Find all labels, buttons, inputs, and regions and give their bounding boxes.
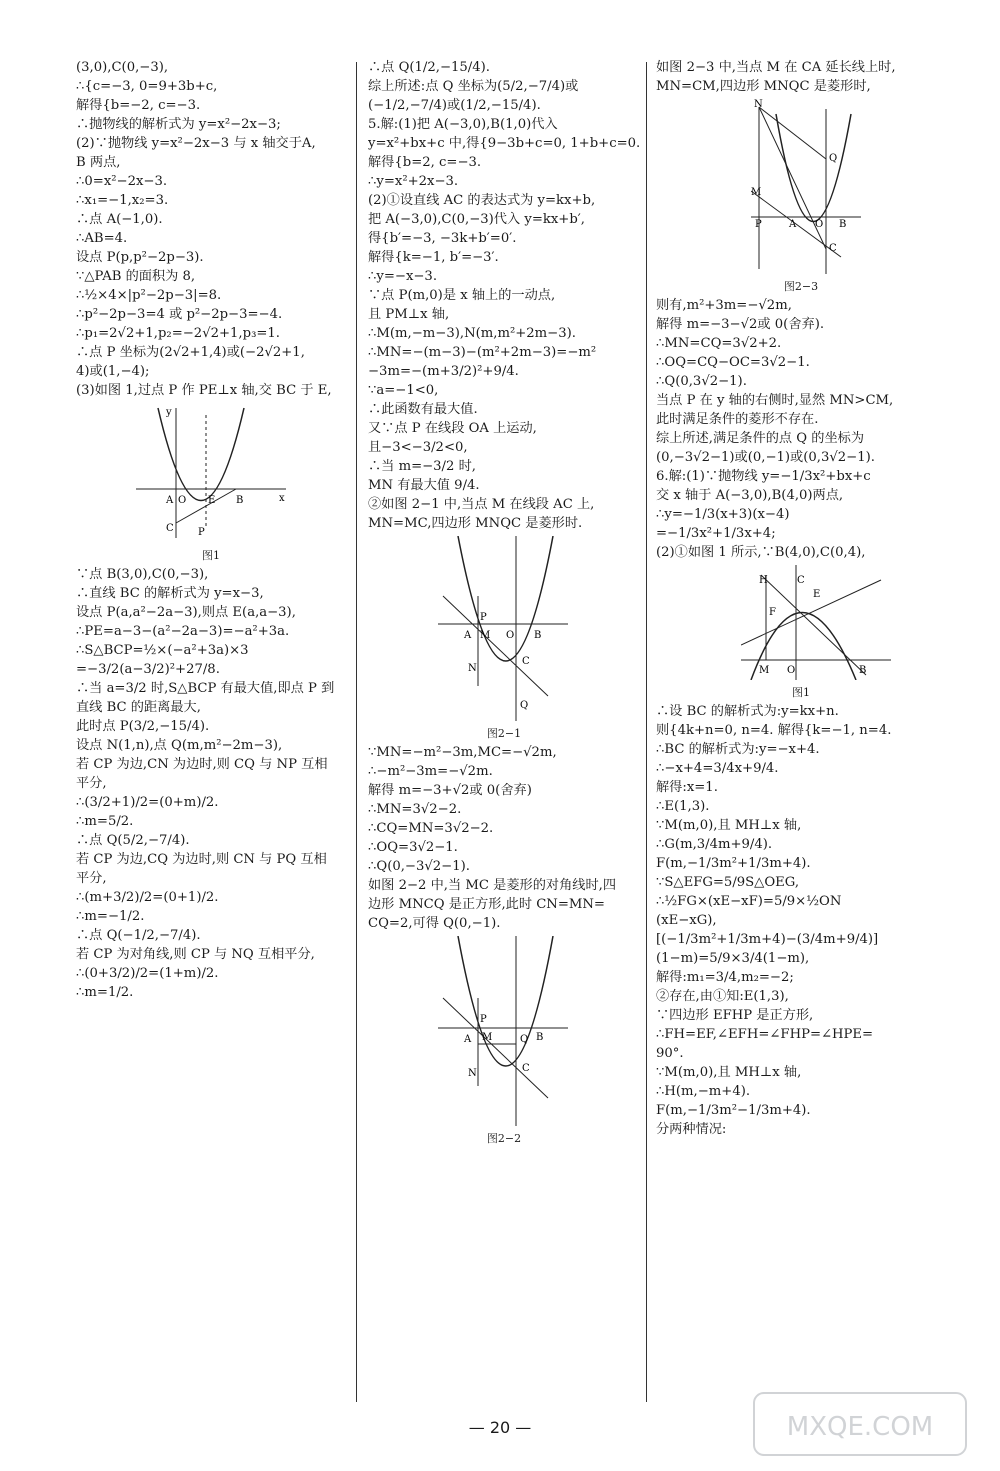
solution-line: F(m,−1/3m²−1/3m+4).: [656, 1103, 811, 1118]
solution-line: 综上所述:点 Q 坐标为(5/2,−7/4)或: [368, 79, 579, 94]
point-label-c: C: [166, 523, 174, 534]
solution-line: ∴Q(0,−3√2−1).: [368, 859, 470, 874]
solution-line: =−1/3x²+1/3x+4;: [656, 526, 776, 541]
point-label-e: E: [208, 495, 216, 506]
figure-caption: 图1: [792, 686, 810, 699]
solution-line: 则{4k+n=0, n=4. 解得{k=−1, n=4.: [656, 723, 892, 738]
solution-line: ∵M(m,0),且 MH⊥x 轴,: [656, 1065, 802, 1080]
solution-line: 综上所述,满足条件的点 Q 的坐标为: [656, 431, 865, 446]
solution-line: ∴p²−2p−3=4 或 p²−2p−3=−4.: [76, 307, 283, 322]
solution-line: 又∵点 P 在线段 OA 上运动,: [368, 421, 537, 436]
solution-line: ∴AB=4.: [76, 231, 128, 246]
point-label-o: O: [815, 219, 824, 230]
solution-line: ∴m=−1/2.: [76, 909, 145, 924]
solution-line: ∵点 B(3,0),C(0,−3),: [76, 567, 209, 582]
solution-line: 90°.: [656, 1046, 684, 1061]
solution-line: ∴m=1/2.: [76, 985, 134, 1000]
solution-line: (0,−3√2−1)或(0,−1)或(0,3√2−1).: [656, 450, 875, 465]
point-label-b: B: [534, 630, 542, 641]
solution-line: ∴点 A(−1,0).: [76, 212, 163, 227]
figure-caption: 图2−3: [783, 280, 819, 293]
solution-line: ∴MN=−(m−3)−(m²+2m−3)=−m²: [368, 345, 597, 360]
solution-line: ∵点 P(m,0)是 x 轴上的一动点,: [368, 288, 556, 303]
solution-line: 直线 BC 的距离最大,: [76, 700, 201, 715]
solution-line: 设点 P(a,a²−2a−3),则点 E(a,a−3),: [76, 605, 296, 620]
solution-line: (1−m)=5/9×3/4(1−m),: [656, 951, 810, 966]
solution-line: ∴0=x²−2x−3.: [76, 174, 168, 189]
solution-line: −3m=−(m+3/2)²+9/4.: [368, 364, 519, 379]
solution-line: ∴MN=CQ=3√2+2.: [656, 336, 782, 351]
solution-line: ∵MN=−m²−3m,MC=−√2m,: [368, 745, 557, 760]
solution-line: 交 x 轴于 A(−3,0),B(4,0)两点,: [656, 488, 844, 503]
solution-line: ∴(m+3/2)/2=(0+1)/2.: [76, 890, 219, 905]
figure-2-1-parabola: [438, 536, 568, 721]
page-number: — 20 —: [468, 1418, 532, 1437]
point-label-b: B: [536, 1032, 544, 1043]
solution-line: ∴此函数有最大值.: [368, 402, 478, 417]
solution-line: (−1/2,−7/4)或(1/2,−15/4).: [368, 98, 541, 113]
solution-line: ∴当 m=−3/2 时,: [368, 459, 476, 474]
solution-line: 解得:m₁=3/4,m₂=−2;: [656, 970, 794, 985]
column-1: [76, 58, 346, 1002]
solution-line: ∴当 a=3/2 时,S△BCP 有最大值,即点 P 到: [76, 681, 335, 696]
point-label-o: O: [787, 665, 796, 676]
solution-line: MN=MC,四边形 MNQC 是菱形时.: [368, 516, 583, 531]
column-divider: [646, 62, 647, 1402]
point-label-a: A: [464, 1034, 472, 1045]
figure-2-2-parabola: [438, 936, 568, 1126]
solution-line: ∵M(m,0),且 MH⊥x 轴,: [656, 818, 802, 833]
point-label-o: O: [506, 630, 515, 641]
solution-line: y=x²+bx+c 中,得{9−3b+c=0, 1+b+c=0.: [368, 136, 640, 151]
solution-line: (3)如图 1,过点 P 作 PE⊥x 轴,交 BC 于 E,: [76, 383, 332, 398]
axis-label-y: y: [166, 407, 172, 418]
solution-line: 解得{b=2, c=−3.: [368, 155, 482, 170]
solution-line: 4)或(1,−4);: [76, 364, 150, 379]
solution-line: ∴设 BC 的解析式为:y=kx+n.: [656, 704, 839, 719]
solution-line: 解得{b=−2, c=−3.: [76, 98, 201, 113]
solution-line: ∴M(m,−m−3),N(m,m²+2m−3).: [368, 326, 576, 341]
point-label-a: A: [464, 630, 472, 641]
solution-line: ∴½FG×(xE−xF)=5/9×½ON: [656, 894, 842, 909]
solution-line: ∴抛物线的解析式为 y=x²−2x−3;: [76, 117, 281, 132]
solution-line: (2)∵抛物线 y=x²−2x−3 与 x 轴交于A,: [76, 136, 316, 151]
solution-line: (2)①设直线 AC 的表达式为 y=kx+b,: [368, 193, 596, 208]
solution-line: (3,0),C(0,−3),: [76, 60, 169, 75]
solution-line: ∴G(m,3/4m+9/4).: [656, 837, 773, 852]
point-label-m: M: [482, 1032, 493, 1043]
solution-line: ∴H(m,−m+4).: [656, 1084, 751, 1099]
point-label-o: O: [178, 495, 187, 506]
solution-line: 此时满足条件的菱形不存在.: [656, 412, 819, 427]
solution-line: (xE−xG),: [656, 913, 717, 928]
solution-line: 若 CP 为边,CN 为边时,则 CQ 与 NP 互相: [76, 757, 328, 772]
point-label-n: N: [468, 663, 477, 674]
solution-line: 平分,: [76, 776, 107, 791]
point-label-b: B: [859, 665, 867, 676]
solution-line: ∴S△BCP=½×(−a²+3a)×3: [76, 643, 249, 658]
figure-2-3-parabola: [751, 99, 861, 274]
solution-line: ∴{c=−3, 0=9+3b+c,: [76, 79, 218, 94]
solution-line: 5.解:(1)把 A(−3,0),B(1,0)代入: [368, 117, 558, 132]
solution-line: 设点 P(p,p²−2p−3).: [76, 250, 204, 265]
solution-line: [(−1/3m²+1/3m+4)−(3/4m+9/4)]: [656, 932, 879, 947]
solution-line: 当点 P 在 y 轴的右侧时,显然 MN>CM,: [656, 393, 894, 408]
solution-line: 平分,: [76, 871, 107, 886]
point-label-m: M: [480, 630, 491, 641]
solution-line: ∴y=−x−3.: [368, 269, 438, 284]
point-label-q: Q: [520, 700, 529, 711]
column-divider: [356, 62, 357, 1402]
solution-line: 且−3<−3/2<0,: [368, 440, 468, 455]
solution-line: =−3/2(a−3/2)²+27/8.: [76, 662, 220, 677]
solution-line: 解得:x=1.: [656, 780, 718, 795]
solution-line: 6.解:(1)∵抛物线 y=−1/3x²+bx+c: [656, 469, 871, 484]
solution-line: ∴OQ=3√2−1.: [368, 840, 458, 855]
solution-line: ②如图 2−1 中,当点 M 在线段 AC 上,: [368, 497, 595, 512]
column-3: [656, 58, 946, 1139]
solution-line: (2)①如图 1 所示,∵B(4,0),C(0,4),: [656, 545, 866, 560]
point-label-c: C: [829, 243, 837, 254]
solution-line: ∵四边形 EFHP 是正方形,: [656, 1008, 814, 1023]
point-label-f: F: [769, 607, 776, 618]
point-label-a: A: [789, 219, 797, 230]
solution-line: ∴MN=3√2−2.: [368, 802, 462, 817]
point-label-a: A: [166, 495, 174, 506]
solution-line: ∴Q(0,3√2−1).: [656, 374, 747, 389]
solution-line: 此时点 P(3/2,−15/4).: [76, 719, 210, 734]
solution-line: ∴点 P 坐标为(2√2+1,4)或(−2√2+1,: [76, 345, 305, 360]
solution-line: ∵a=−1<0,: [368, 383, 439, 398]
solution-line: ∵△PAB 的面积为 8,: [76, 269, 196, 284]
figure-3-1-parabola: [741, 565, 891, 680]
point-label-p: P: [198, 527, 205, 538]
solution-line: 得{b′=−3, −3k+b′=0′.: [368, 231, 517, 246]
point-label-h: H: [759, 575, 768, 586]
solution-line: ∴OQ=CQ−OC=3√2−1.: [656, 355, 810, 370]
point-label-c: C: [522, 1063, 530, 1074]
solution-line: ∴(0+3/2)/2=(1+m)/2.: [76, 966, 219, 981]
solution-line: 若 CP 为边,CQ 为边时,则 CN 与 PQ 互相: [76, 852, 327, 867]
solution-line: ∴½×4×|p²−2p−3|=8.: [76, 288, 222, 303]
figure-caption: 图2−1: [486, 727, 522, 740]
solution-line: 分两种情况:: [656, 1122, 727, 1137]
solution-line: 如图 2−2 中,当 MC 是菱形的对角线时,四: [368, 878, 617, 893]
solution-line: ∵S△EFG=5/9S△OEG,: [656, 875, 800, 890]
solution-line: F(m,−1/3m²+1/3m+4).: [656, 856, 811, 871]
solution-line: 边形 MNCQ 是正方形,此时 CN=MN=: [368, 897, 605, 912]
figure-1-parabola: [136, 403, 286, 543]
solution-line: ②存在,由①知:E(1,3),: [656, 989, 789, 1004]
solution-line: B 两点,: [76, 155, 121, 170]
solution-line: ∴点 Q(−1/2,−7/4).: [76, 928, 201, 943]
solution-line: 解得 m=−3+√2或 0(舍弃): [368, 783, 532, 798]
solution-line: 设点 N(1,n),点 Q(m,m²−2m−3),: [76, 738, 283, 753]
solution-line: 解得{k=−1, b′=−3′.: [368, 250, 499, 265]
solution-line: ∴y=−1/3(x+3)(x−4): [656, 507, 790, 522]
point-label-b: B: [839, 219, 847, 230]
solution-line: ∴(3/2+1)/2=(0+m)/2.: [76, 795, 219, 810]
solution-line: ∴x₁=−1,x₂=3.: [76, 193, 169, 208]
point-label-m: M: [759, 665, 770, 676]
solution-line: CQ=2,可得 Q(0,−1).: [368, 916, 501, 931]
point-label-c: C: [797, 575, 805, 586]
solution-line: MN=CM,四边形 MNQC 是菱形时,: [656, 79, 871, 94]
solution-line: 且 PM⊥x 轴,: [368, 307, 450, 322]
point-label-m: M: [751, 187, 762, 198]
point-label-n: N: [468, 1068, 477, 1079]
svg-text:MXQE.COM: MXQE.COM: [786, 1412, 934, 1442]
axis-label-x: x: [279, 493, 285, 504]
point-label-e: E: [813, 589, 821, 600]
point-label-n: N: [754, 99, 763, 110]
point-label-q: Q: [829, 153, 838, 164]
solution-line: ∴−x+4=3/4x+9/4.: [656, 761, 779, 776]
solution-line: ∴CQ=MN=3√2−2.: [368, 821, 494, 836]
point-label-p: P: [480, 1014, 487, 1025]
solution-line: ∴点 Q(1/2,−15/4).: [368, 60, 490, 75]
solution-line: 把 A(−3,0),C(0,−3)代入 y=kx+b′,: [368, 212, 585, 227]
solution-line: 解得 m=−3−√2或 0(舍弃).: [656, 317, 825, 332]
solution-line: ∴y=x²+2x−3.: [368, 174, 459, 189]
solution-line: 若 CP 为对角线,则 CP 与 NQ 互相平分,: [76, 947, 315, 962]
point-label-b: B: [236, 495, 244, 506]
figure-caption: 图1: [202, 549, 220, 562]
solution-line: ∴PE=a−3−(a²−2a−3)=−a²+3a.: [76, 624, 290, 639]
solution-line: ∴BC 的解析式为:y=−x+4.: [656, 742, 820, 757]
column-2: [368, 58, 640, 1148]
solution-line: ∴点 Q(5/2,−7/4).: [76, 833, 190, 848]
solution-line: 则有,m²+3m=−√2m,: [656, 298, 792, 313]
solution-line: ∴FH=EF,∠EFH=∠FHP=∠HPE=: [656, 1027, 874, 1042]
solution-line: ∴−m²−3m=−√2m.: [368, 764, 493, 779]
point-label-c: C: [522, 656, 530, 667]
point-label-p: P: [480, 612, 487, 623]
point-label-q: Q: [520, 1034, 529, 1045]
point-label-p: P: [755, 219, 762, 230]
solution-line: MN 有最大值 9/4.: [368, 478, 480, 493]
solution-line: ∴p₁=2√2+1,p₂=−2√2+1,p₃=1.: [76, 326, 280, 341]
solution-line: ∴E(1,3).: [656, 799, 710, 814]
watermark-logo: [750, 1389, 970, 1459]
figure-caption: 图2−2: [486, 1132, 522, 1145]
solution-line: ∴直线 BC 的解析式为 y=x−3,: [76, 586, 264, 601]
solution-line: 如图 2−3 中,当点 M 在 CA 延长线上时,: [656, 60, 896, 75]
solution-line: ∴m=5/2.: [76, 814, 134, 829]
